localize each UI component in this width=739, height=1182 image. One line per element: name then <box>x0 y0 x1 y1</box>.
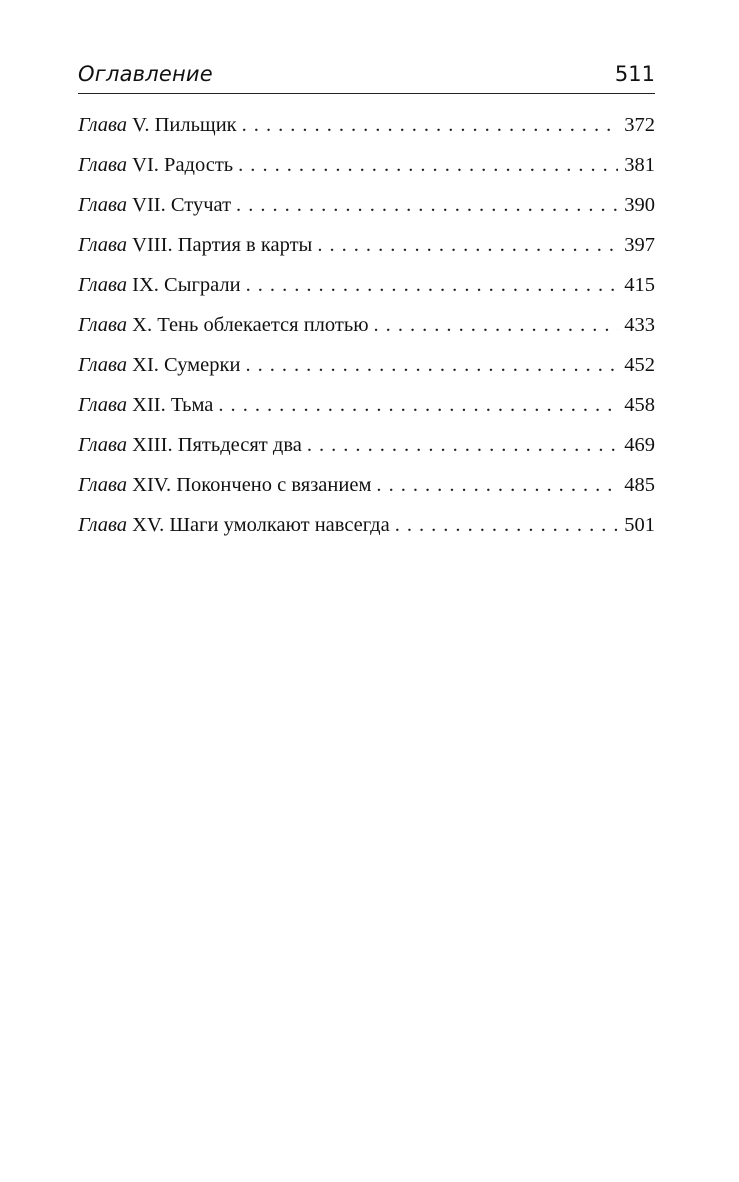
toc-entry <box>78 311 655 351</box>
toc-entry <box>78 511 655 551</box>
toc-entry-page: 485 <box>624 474 655 496</box>
toc-entry-chapter: V. Пильщик <box>132 114 237 136</box>
toc-entry <box>78 431 655 471</box>
toc-entry-prefix: Глава <box>78 234 128 256</box>
toc-entry-page: 501 <box>624 514 655 536</box>
toc-entry-title <box>78 511 390 539</box>
toc-entry-chapter: XI. Сумерки <box>132 354 241 376</box>
dot-leader <box>246 271 619 299</box>
dot-leader <box>236 191 618 219</box>
dot-leader <box>395 511 619 539</box>
dot-leader <box>218 391 618 419</box>
running-header-title: Оглавление <box>78 62 213 86</box>
toc-entry-prefix: Глава <box>78 394 128 416</box>
toc-entry-prefix: Глава <box>78 154 128 176</box>
toc-entry <box>78 231 655 271</box>
page-number: 511 <box>614 62 655 86</box>
toc-entry-chapter: VI. Радость <box>132 154 234 176</box>
dot-leader <box>376 471 618 499</box>
toc-entry-chapter: XII. Тьма <box>132 394 214 416</box>
toc-entry-page: 390 <box>624 194 655 216</box>
toc-entry-prefix: Глава <box>78 274 128 296</box>
toc-entry-title <box>78 311 369 339</box>
toc-entry-page: 452 <box>624 354 655 376</box>
toc-entry-page: 397 <box>624 234 655 256</box>
toc-entry-prefix: Глава <box>78 114 128 136</box>
toc-entry-page: 415 <box>624 274 655 296</box>
toc-entry-chapter: IX. Сыграли <box>132 274 241 296</box>
dot-leader <box>245 351 618 379</box>
toc-entry <box>78 271 655 311</box>
toc-entry-chapter: VIII. Партия в карты <box>132 234 313 256</box>
toc-entry-prefix: Глава <box>78 354 128 376</box>
toc-entry-title <box>78 191 231 219</box>
running-header <box>78 60 655 94</box>
toc-entry-title <box>78 151 233 179</box>
toc-entry <box>78 191 655 231</box>
toc-entry-prefix: Глава <box>78 314 128 336</box>
dot-leader <box>238 151 618 179</box>
toc-entry <box>78 351 655 391</box>
toc-entry-chapter: X. Тень облекается плотью <box>132 314 369 336</box>
table-of-contents <box>78 111 655 551</box>
toc-entry <box>78 391 655 431</box>
toc-entry-page: 372 <box>624 114 655 136</box>
toc-entry <box>78 471 655 511</box>
toc-entry <box>78 151 655 191</box>
dot-leader <box>317 231 618 259</box>
toc-entry-chapter: XIII. Пятьдесят два <box>132 434 302 456</box>
toc-entry-title <box>78 391 213 419</box>
toc-entry-page: 381 <box>624 154 655 176</box>
toc-entry-title <box>78 231 312 259</box>
toc-entry-title <box>78 111 237 139</box>
dot-leader <box>307 431 618 459</box>
toc-entry-page: 469 <box>624 434 655 456</box>
toc-entry-chapter: XV. Шаги умолкают навсегда <box>132 514 390 536</box>
toc-entry-prefix: Глава <box>78 514 128 536</box>
toc-entry-title <box>78 271 241 299</box>
toc-entry-page: 433 <box>624 314 655 336</box>
toc-entry-page: 458 <box>624 394 655 416</box>
toc-entry-title <box>78 431 302 459</box>
dot-leader <box>242 111 619 139</box>
toc-entry-chapter: XIV. Покончено с вязанием <box>132 474 372 496</box>
toc-entry <box>78 111 655 151</box>
toc-entry-prefix: Глава <box>78 194 128 216</box>
toc-entry-title <box>78 351 240 379</box>
dot-leader <box>374 311 619 339</box>
toc-entry-prefix: Глава <box>78 474 128 496</box>
toc-entry-chapter: VII. Стучат <box>132 194 232 216</box>
toc-entry-title <box>78 471 371 499</box>
toc-entry-prefix: Глава <box>78 434 128 456</box>
